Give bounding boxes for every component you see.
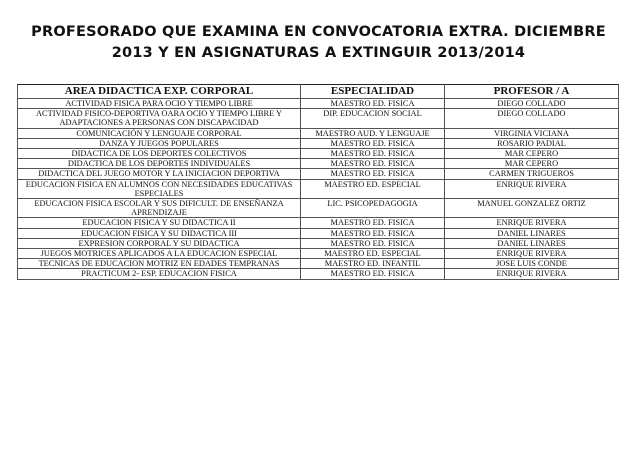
table-row (18, 269, 619, 279)
cell-asignatura: DIDACTICA DE LOS DEPORTES COLECTIVOS (18, 149, 301, 159)
header-profesor: PROFESOR / A (445, 85, 619, 99)
cell-profesor: ENRIQUE RIVERA (445, 218, 619, 228)
table-body (18, 99, 619, 280)
table-row (18, 199, 619, 218)
table-row (18, 249, 619, 259)
cell-asignatura: DIDACTICA DEL JUEGO MOTOR Y LA INICIACION DEPORTIVA (18, 169, 301, 179)
cell-especialidad: MAESTRO ED. ESPECIAL (301, 179, 445, 198)
cell-profesor: ENRIQUE RIVERA (445, 269, 619, 279)
cell-profesor: MAR CEPERO (445, 149, 619, 159)
cell-asignatura: COMUNICACIÓN Y LENGUAJE CORPORAL (18, 128, 301, 138)
cell-especialidad: DIP. EDUCACION SOCIAL (301, 109, 445, 128)
cell-asignatura: PRACTICUM 2- ESP. EDUCACION FISICA (18, 269, 301, 279)
exam-staff-table (17, 84, 619, 280)
cell-especialidad: MAESTRO ED. FISICA (301, 228, 445, 238)
table-row (18, 149, 619, 159)
cell-especialidad: MAESTRO ED. FISICA (301, 169, 445, 179)
table-row (18, 228, 619, 238)
cell-asignatura: DIDACTICA DE LOS DEPORTES INDIVIDUALES (18, 159, 301, 169)
cell-especialidad: MAESTRO ED. ESPECIAL (301, 249, 445, 259)
cell-asignatura: EDUCACION FISICA Y SU DIDACTICA II (18, 218, 301, 228)
cell-especialidad: LIC. PSICOPEDAGOGIA (301, 199, 445, 218)
cell-especialidad: MAESTRO ED. FISICA (301, 149, 445, 159)
cell-asignatura: EDUCACION FISICA ESCOLAR Y SUS DIFICULT. DE ENSEÑANZA APRENDIZAJE (18, 199, 301, 218)
cell-asignatura: EDUCACION FISICA EN ALUMNOS CON NECESIDADES EDUCATIVAS ESPECIALES (18, 179, 301, 198)
cell-asignatura: TECNICAS DE EDUCACION MOTRIZ EN EDADES TEMPRANAS (18, 259, 301, 269)
title-line-2: 2013 Y EN ASIGNATURAS A EXTINGUIR 2013/2014 (111, 45, 526, 61)
cell-profesor: ROSARIO PADIAL (445, 138, 619, 148)
cell-especialidad: MAESTRO ED. INFANTIL (301, 259, 445, 269)
table-row (18, 128, 619, 138)
cell-asignatura: ACTIVIDAD FISICO-DEPORTIVA OARA OCIO Y TIEMPO LIBRE Y ADAPTACIONES A PERSONAS CON DISCAPACIDAD (18, 109, 301, 128)
table-header-row (18, 85, 619, 99)
table-row (18, 159, 619, 169)
cell-profesor: CARMEN TRIGUEROS (445, 169, 619, 179)
cell-especialidad: MAESTRO ED. FISICA (301, 138, 445, 148)
cell-asignatura: EXPRESION CORPORAL Y SU DIDACTICA (18, 238, 301, 248)
table-row (18, 218, 619, 228)
cell-profesor: DIEGO COLLADO (445, 109, 619, 128)
cell-profesor: DANIEL LINARES (445, 228, 619, 238)
cell-profesor: MAR CEPERO (445, 159, 619, 169)
document-title (20, 22, 617, 64)
cell-profesor: VIRGINIA VICIANA (445, 128, 619, 138)
cell-especialidad: MAESTRO ED. FISICA (301, 269, 445, 279)
cell-profesor: DANIEL LINARES (445, 238, 619, 248)
cell-asignatura: EDUCACION FISICA Y SU DIDACTICA III (18, 228, 301, 238)
header-area: AREA DIDACTICA EXP. CORPORAL (18, 85, 301, 99)
table-row (18, 99, 619, 109)
cell-especialidad: MAESTRO ED. FISICA (301, 159, 445, 169)
cell-profesor: JOSE LUIS CONDE (445, 259, 619, 269)
cell-asignatura: JUEGOS MOTRICES APLICADOS A LA EDUCACION ESPECIAL (18, 249, 301, 259)
cell-especialidad: MAESTRO ED. FISICA (301, 99, 445, 109)
cell-asignatura: DANZA Y JUEGOS POPULARES (18, 138, 301, 148)
cell-especialidad: MAESTRO ED. FISICA (301, 218, 445, 228)
table-row (18, 138, 619, 148)
title-line-1: PROFESORADO QUE EXAMINA EN CONVOCATORIA EXTRA. DICIEMBRE (31, 24, 606, 40)
header-especialidad: ESPECIALIDAD (301, 85, 445, 99)
table-row (18, 238, 619, 248)
table-row (18, 169, 619, 179)
table-row (18, 179, 619, 198)
cell-asignatura: ACTIVIDAD FISICA PARA OCIO Y TIEMPO LIBRE (18, 99, 301, 109)
cell-profesor: ENRIQUE RIVERA (445, 249, 619, 259)
cell-especialidad: MAESTRO AUD. Y LENGUAJE (301, 128, 445, 138)
cell-especialidad: MAESTRO ED. FISICA (301, 238, 445, 248)
table-row (18, 259, 619, 269)
cell-profesor: MANUEL GONZALEZ ORTIZ (445, 199, 619, 218)
cell-profesor: DIEGO COLLADO (445, 99, 619, 109)
table-row (18, 109, 619, 128)
cell-profesor: ENRIQUE RIVERA (445, 179, 619, 198)
